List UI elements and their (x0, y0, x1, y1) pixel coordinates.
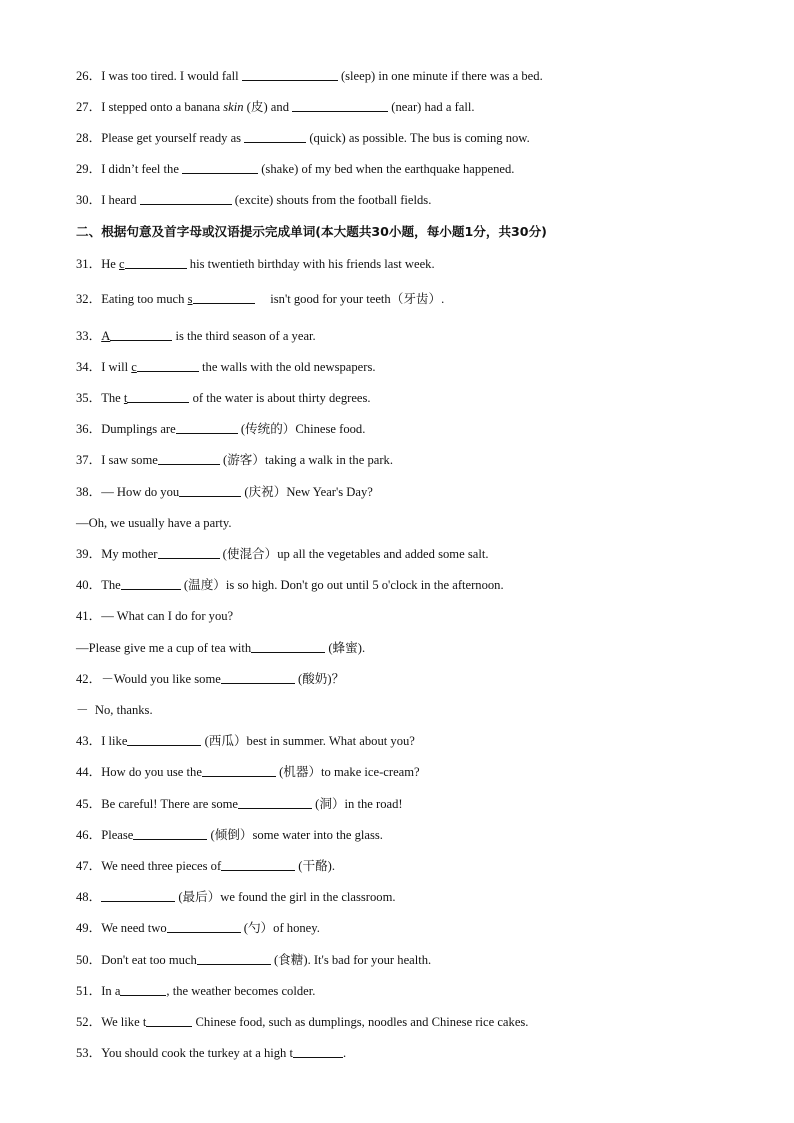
question-42: 42．－Would you like some (酸奶)？ (76, 672, 345, 686)
answer-blank[interactable] (193, 291, 255, 304)
answer-blank[interactable] (293, 1045, 343, 1058)
answer-blank[interactable] (158, 452, 220, 465)
answer-42-reply: － No, thanks. (76, 703, 153, 717)
question-26: 26．I was too tired. I would fall (sleep) in one minute if there was a bed. (76, 69, 543, 83)
answer-blank[interactable] (133, 827, 207, 840)
question-28: 28．Please get yourself ready as (quick) as possible. The bus is coming now. (76, 131, 530, 145)
answer-blank[interactable] (158, 546, 220, 559)
question-49: 49．We need two (勺）of honey. (76, 921, 320, 935)
answer-38-reply: —Oh, we usually have a party. (76, 516, 232, 530)
question-33: 33．A is the third season of a year. (76, 329, 316, 343)
question-39: 39．My mother (使混合）up all the vegetables and added some salt. (76, 547, 489, 561)
answer-blank[interactable] (140, 192, 232, 205)
answer-blank[interactable] (244, 130, 306, 143)
section-heading: 二、根据句意及首字母或汉语提示完成单词(本大题共30小题，每小题1分，共30分) (76, 224, 547, 239)
answer-blank[interactable] (137, 359, 199, 372)
question-37: 37．I saw some (游客）taking a walk in the park. (76, 453, 393, 467)
question-40: 40．The (温度）is so high. Don't go out until 5 o'clock in the afternoon. (76, 578, 504, 592)
question-27: 27．I stepped onto a banana skin (皮) and (near) had a fall. (76, 100, 475, 114)
question-46: 46．Please (倾倒）some water into the glass. (76, 828, 383, 842)
answer-blank[interactable] (221, 858, 295, 871)
answer-blank[interactable] (251, 640, 325, 653)
question-35: 35．The t of the water is about thirty degrees. (76, 391, 371, 405)
answer-blank[interactable] (197, 952, 271, 965)
answer-blank[interactable] (182, 161, 258, 174)
question-41: 41．— What can I do for you? (76, 609, 234, 623)
question-51: 51．In a , the weather becomes colder. (76, 984, 316, 998)
answer-blank[interactable] (292, 99, 388, 112)
question-52: 52．We like t Chinese food, such as dumplings, noodles and Chinese rice cakes. (76, 1015, 529, 1029)
question-34: 34．I will c the walls with the old newspapers. (76, 360, 376, 374)
answer-blank[interactable] (242, 68, 338, 81)
answer-blank[interactable] (127, 733, 201, 746)
question-30: 30．I heard (excite) shouts from the football fields. (76, 193, 432, 207)
answer-blank[interactable] (125, 256, 187, 269)
question-50: 50．Don't eat too much (食糖). It's bad for your health. (76, 953, 432, 967)
answer-blank[interactable] (202, 764, 276, 777)
question-38: 38．— How do you (庆祝）New Year's Day? (76, 485, 373, 499)
question-44: 44．How do you use the (机器）to make ice-cream? (76, 765, 420, 779)
question-31: 31．He c his twentieth birthday with his friends last week. (76, 257, 435, 271)
answer-41-reply: —Please give me a cup of tea with (蜂蜜). (76, 641, 366, 655)
question-53: 53．You should cook the turkey at a high t . (76, 1046, 347, 1060)
answer-blank[interactable] (146, 1014, 192, 1027)
answer-blank[interactable] (221, 671, 295, 684)
question-32: 32．Eating too much s isn't good for your teeth（牙齿）. (76, 292, 445, 306)
answer-blank[interactable] (120, 983, 166, 996)
question-43: 43．I like (西瓜）best in summer. What about you? (76, 734, 415, 748)
question-48: 48． (最后）we found the girl in the classroom. (76, 890, 396, 904)
answer-blank[interactable] (101, 889, 175, 902)
answer-blank[interactable] (179, 484, 241, 497)
answer-blank[interactable] (167, 920, 241, 933)
answer-blank[interactable] (127, 390, 189, 403)
question-36: 36．Dumplings are (传统的）Chinese food. (76, 422, 366, 436)
answer-blank[interactable] (176, 421, 238, 434)
question-29: 29．I didn’t feel the (shake) of my bed when the earthquake happened. (76, 162, 515, 176)
answer-blank[interactable] (110, 328, 172, 341)
answer-blank[interactable] (121, 577, 181, 590)
question-45: 45．Be careful! There are some (洞）in the road! (76, 797, 403, 811)
question-47: 47．We need three pieces of (干酪). (76, 859, 336, 873)
answer-blank[interactable] (238, 796, 312, 809)
